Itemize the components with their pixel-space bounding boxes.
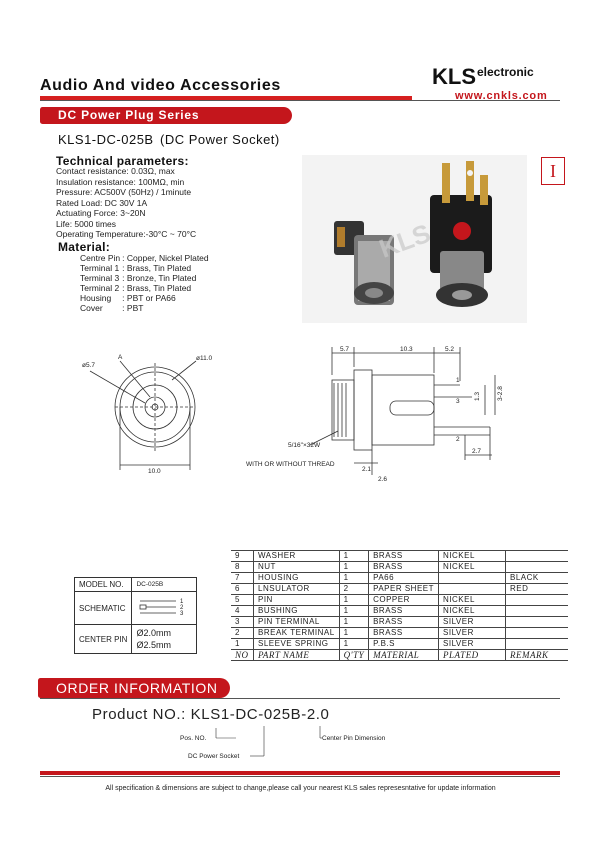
parts-cell (506, 595, 569, 606)
model-label: MODEL NO. (75, 578, 132, 592)
parts-cell: BUSHING (254, 606, 340, 617)
dim-27: 2.7 (472, 448, 482, 455)
center-pin-value: Ø2.5mm (136, 640, 171, 650)
parts-header-cell: MATERIAL (369, 650, 439, 661)
model-code: KLS1-DC-025B (58, 132, 154, 147)
logo-main: KLS (432, 64, 476, 89)
parts-cell: 5 (231, 595, 254, 606)
parts-header-cell: PART NAME (254, 650, 340, 661)
series-label: DC Power Plug Series (58, 108, 200, 122)
parts-cell: P.B.S (369, 639, 439, 650)
parts-cell: NICKEL (439, 562, 506, 573)
parts-cell: BRASS (369, 562, 439, 573)
parts-cell (506, 639, 569, 650)
parts-row (231, 617, 568, 628)
parts-cell: LNSULATOR (254, 584, 340, 595)
parts-cell: COPPER (369, 595, 439, 606)
material-row (80, 303, 211, 313)
pin-3: 3 (180, 611, 184, 617)
parts-row (231, 573, 568, 584)
parts-cell (506, 606, 569, 617)
tech-line: Rated Load: DC 30V 1A (56, 197, 148, 208)
logo-sub: electronic (477, 64, 534, 79)
model-description: (DC Power Socket) (160, 132, 280, 147)
page-title: Audio And video Accessories (40, 77, 281, 94)
section-tab: I (541, 157, 565, 185)
parts-cell: HOUSING (254, 573, 340, 584)
center-pin-label: CENTER PIN (75, 625, 132, 654)
parts-cell: 1 (339, 606, 368, 617)
parts-cell: 1 (339, 628, 368, 639)
footer-note: All specification & dimensions are subject to change,please call your nearest KLS sales represesntative for update information (105, 785, 496, 792)
parts-row (231, 606, 568, 617)
material-part: Terminal 3 (80, 273, 120, 283)
terminal-3-label: 3 (456, 398, 460, 405)
parts-cell: 9 (231, 551, 254, 562)
parts-header-cell: PLATED (439, 650, 506, 661)
parts-cell: SILVER (439, 639, 506, 650)
pin-1: 1 (180, 599, 184, 605)
parts-cell (439, 584, 506, 595)
material-part: Terminal 1 (80, 263, 120, 273)
material-value: : Copper, Nickel Plated (122, 253, 209, 263)
parts-row (231, 562, 568, 573)
parts-cell: BRASS (369, 617, 439, 628)
parts-cell: NICKEL (439, 595, 506, 606)
parts-cell: BRASS (369, 606, 439, 617)
tech-line: Life: 5000 times (56, 218, 117, 229)
watermark-text: KLS (375, 217, 435, 264)
parts-cell: 7 (231, 573, 254, 584)
schematic-icon (136, 594, 192, 620)
pos-no-label: Pos. NO. (180, 735, 207, 742)
model-value: DC-025B (132, 578, 197, 592)
center-pin-value: Ø2.0mm (136, 628, 171, 638)
parts-cell: WASHER (254, 551, 340, 562)
website-url: www.cnkls.com (455, 90, 548, 102)
material-row (80, 263, 211, 273)
dim-28: 3-2.8 (497, 386, 504, 401)
dim-a: A (118, 354, 123, 361)
material-part: Cover (80, 303, 103, 313)
parts-row (231, 584, 568, 595)
parts-cell: 6 (231, 584, 254, 595)
parts-cell: 1 (339, 617, 368, 628)
dim-13: 1.3 (474, 391, 481, 401)
parts-cell: NICKEL (439, 606, 506, 617)
parts-cell: BLACK (506, 573, 569, 584)
dc-power-socket-label: DC Power Socket (188, 753, 240, 760)
parts-cell: NICKEL (439, 551, 506, 562)
parts-cell: SLEEVE SPRING (254, 639, 340, 650)
pin-2: 2 (180, 605, 184, 611)
center-pin-values (132, 625, 197, 654)
dim-d57: ø5.7 (82, 362, 96, 369)
thread-spec: 5/16"×32W (288, 442, 321, 449)
thread-note: WITH OR WITHOUT THREAD (246, 461, 335, 468)
parts-cell: 8 (231, 562, 254, 573)
parts-cell: 2 (231, 628, 254, 639)
parts-cell: 1 (339, 595, 368, 606)
parts-cell: PAPER SHEET (369, 584, 439, 595)
parts-row (231, 551, 568, 562)
parts-cell: BREAK TERMINAL (254, 628, 340, 639)
parts-cell: 1 (339, 573, 368, 584)
material-row (80, 293, 211, 303)
material-value: : PBT or PA66 (122, 293, 176, 303)
parts-cell (506, 562, 569, 573)
order-heading: ORDER INFORMATION (56, 680, 218, 696)
material-row (80, 253, 211, 263)
product-number: Product NO.: KLS1-DC-025B-2.0 (92, 706, 330, 723)
material-value: : Brass, Tin Plated (122, 263, 192, 273)
material-part: Centre Pin (80, 253, 121, 263)
parts-cell: BRASS (369, 551, 439, 562)
parts-cell: 1 (231, 639, 254, 650)
parts-cell: RED (506, 584, 569, 595)
order-rule (40, 698, 560, 699)
parts-cell: 3 (231, 617, 254, 628)
parts-cell (506, 617, 569, 628)
dim-103: 10.3 (400, 346, 413, 353)
dim-21: 2.1 (362, 466, 372, 473)
material-part: Housing (80, 293, 112, 303)
parts-cell: BRASS (369, 628, 439, 639)
dimension-drawings (60, 335, 540, 495)
parts-cell: NUT (254, 562, 340, 573)
dim-d11: ø11.0 (196, 355, 213, 362)
parts-cell: 1 (339, 562, 368, 573)
tech-heading: Technical parameters: (56, 154, 189, 168)
tech-line: Operating Temperature:-30°C ~ 70°C (56, 229, 197, 239)
material-part: Terminal 2 (80, 283, 120, 293)
tech-line: Contact resistance: 0.03Ω, max (56, 166, 175, 176)
material-value: : PBT (122, 303, 144, 313)
product-photo (302, 155, 527, 323)
parts-header-cell: Q'TY (339, 650, 368, 661)
tech-line: Insulation resistance: 100MΩ, min (56, 176, 185, 187)
parts-cell: PIN (254, 595, 340, 606)
brand-logo (432, 64, 534, 90)
dim-52: 5.2 (445, 346, 455, 353)
schematic-label: SCHEMATIC (75, 592, 132, 625)
tech-list (56, 166, 196, 240)
parts-cell: 2 (339, 584, 368, 595)
dim-26: 2.6 (378, 476, 388, 483)
parts-cell (506, 551, 569, 562)
schematic-symbol (132, 592, 197, 625)
parts-cell: SILVER (439, 617, 506, 628)
footer-red-rule (40, 771, 560, 775)
parts-cell: 4 (231, 606, 254, 617)
parts-cell: 1 (339, 639, 368, 650)
parts-row (231, 628, 568, 639)
terminal-1-label: 1 (456, 377, 460, 384)
parts-cell (439, 573, 506, 584)
parts-cell: SILVER (439, 628, 506, 639)
center-pin-dimension-label: Center Pin Dimension (322, 735, 386, 742)
parts-row (231, 595, 568, 606)
material-heading: Material: (58, 240, 111, 254)
dim-width: 10.0 (148, 468, 161, 475)
parts-header-cell: NO (231, 650, 254, 661)
parts-header-row (231, 650, 568, 661)
tech-line: Actuating Force: 3~20N (56, 208, 146, 218)
material-row (80, 273, 211, 283)
material-value: : Brass, Tin Plated (122, 283, 192, 293)
parts-cell: PA66 (369, 573, 439, 584)
dim-57: 5.7 (340, 346, 350, 353)
terminal-2-label: 2 (456, 436, 460, 443)
parts-header-cell: REMARK (506, 650, 569, 661)
tech-line: Pressure: AC500V (50Hz) / 1minute (56, 187, 192, 197)
material-value: : Bronze, Tin Plated (122, 273, 197, 283)
parts-table (231, 550, 568, 661)
parts-row (231, 639, 568, 650)
footer-rule (40, 776, 560, 777)
material-row (80, 283, 211, 293)
parts-cell (506, 628, 569, 639)
parts-cell: 1 (339, 551, 368, 562)
parts-cell: PIN TERMINAL (254, 617, 340, 628)
model-table (74, 577, 197, 654)
material-table (80, 253, 211, 313)
